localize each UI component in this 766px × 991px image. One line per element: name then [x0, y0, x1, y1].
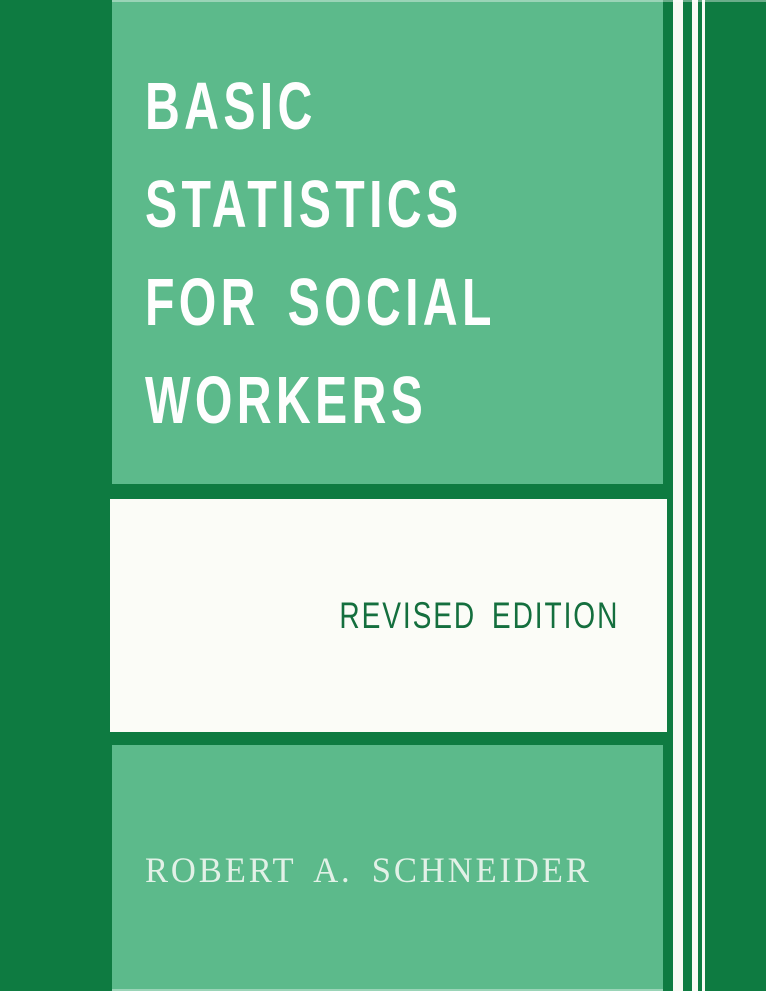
vertical-stripe-thin — [702, 0, 705, 991]
title-line-1: BASIC — [145, 69, 317, 144]
title-line-3: FOR SOCIAL — [145, 265, 496, 340]
edition-label: REVISED EDITION — [339, 594, 619, 636]
author-panel — [112, 745, 663, 991]
book-title — [145, 58, 496, 450]
vertical-stripe-medium — [692, 0, 698, 991]
title-line-2: STATISTICS — [145, 167, 463, 242]
author-name: ROBERT A. SCHNEIDER — [145, 850, 592, 890]
title-line-4: WORKERS — [145, 363, 428, 438]
vertical-stripe-wide — [673, 0, 683, 991]
edition-band — [110, 499, 667, 732]
title-panel — [112, 0, 663, 484]
top-edge-highlight — [112, 0, 766, 2]
